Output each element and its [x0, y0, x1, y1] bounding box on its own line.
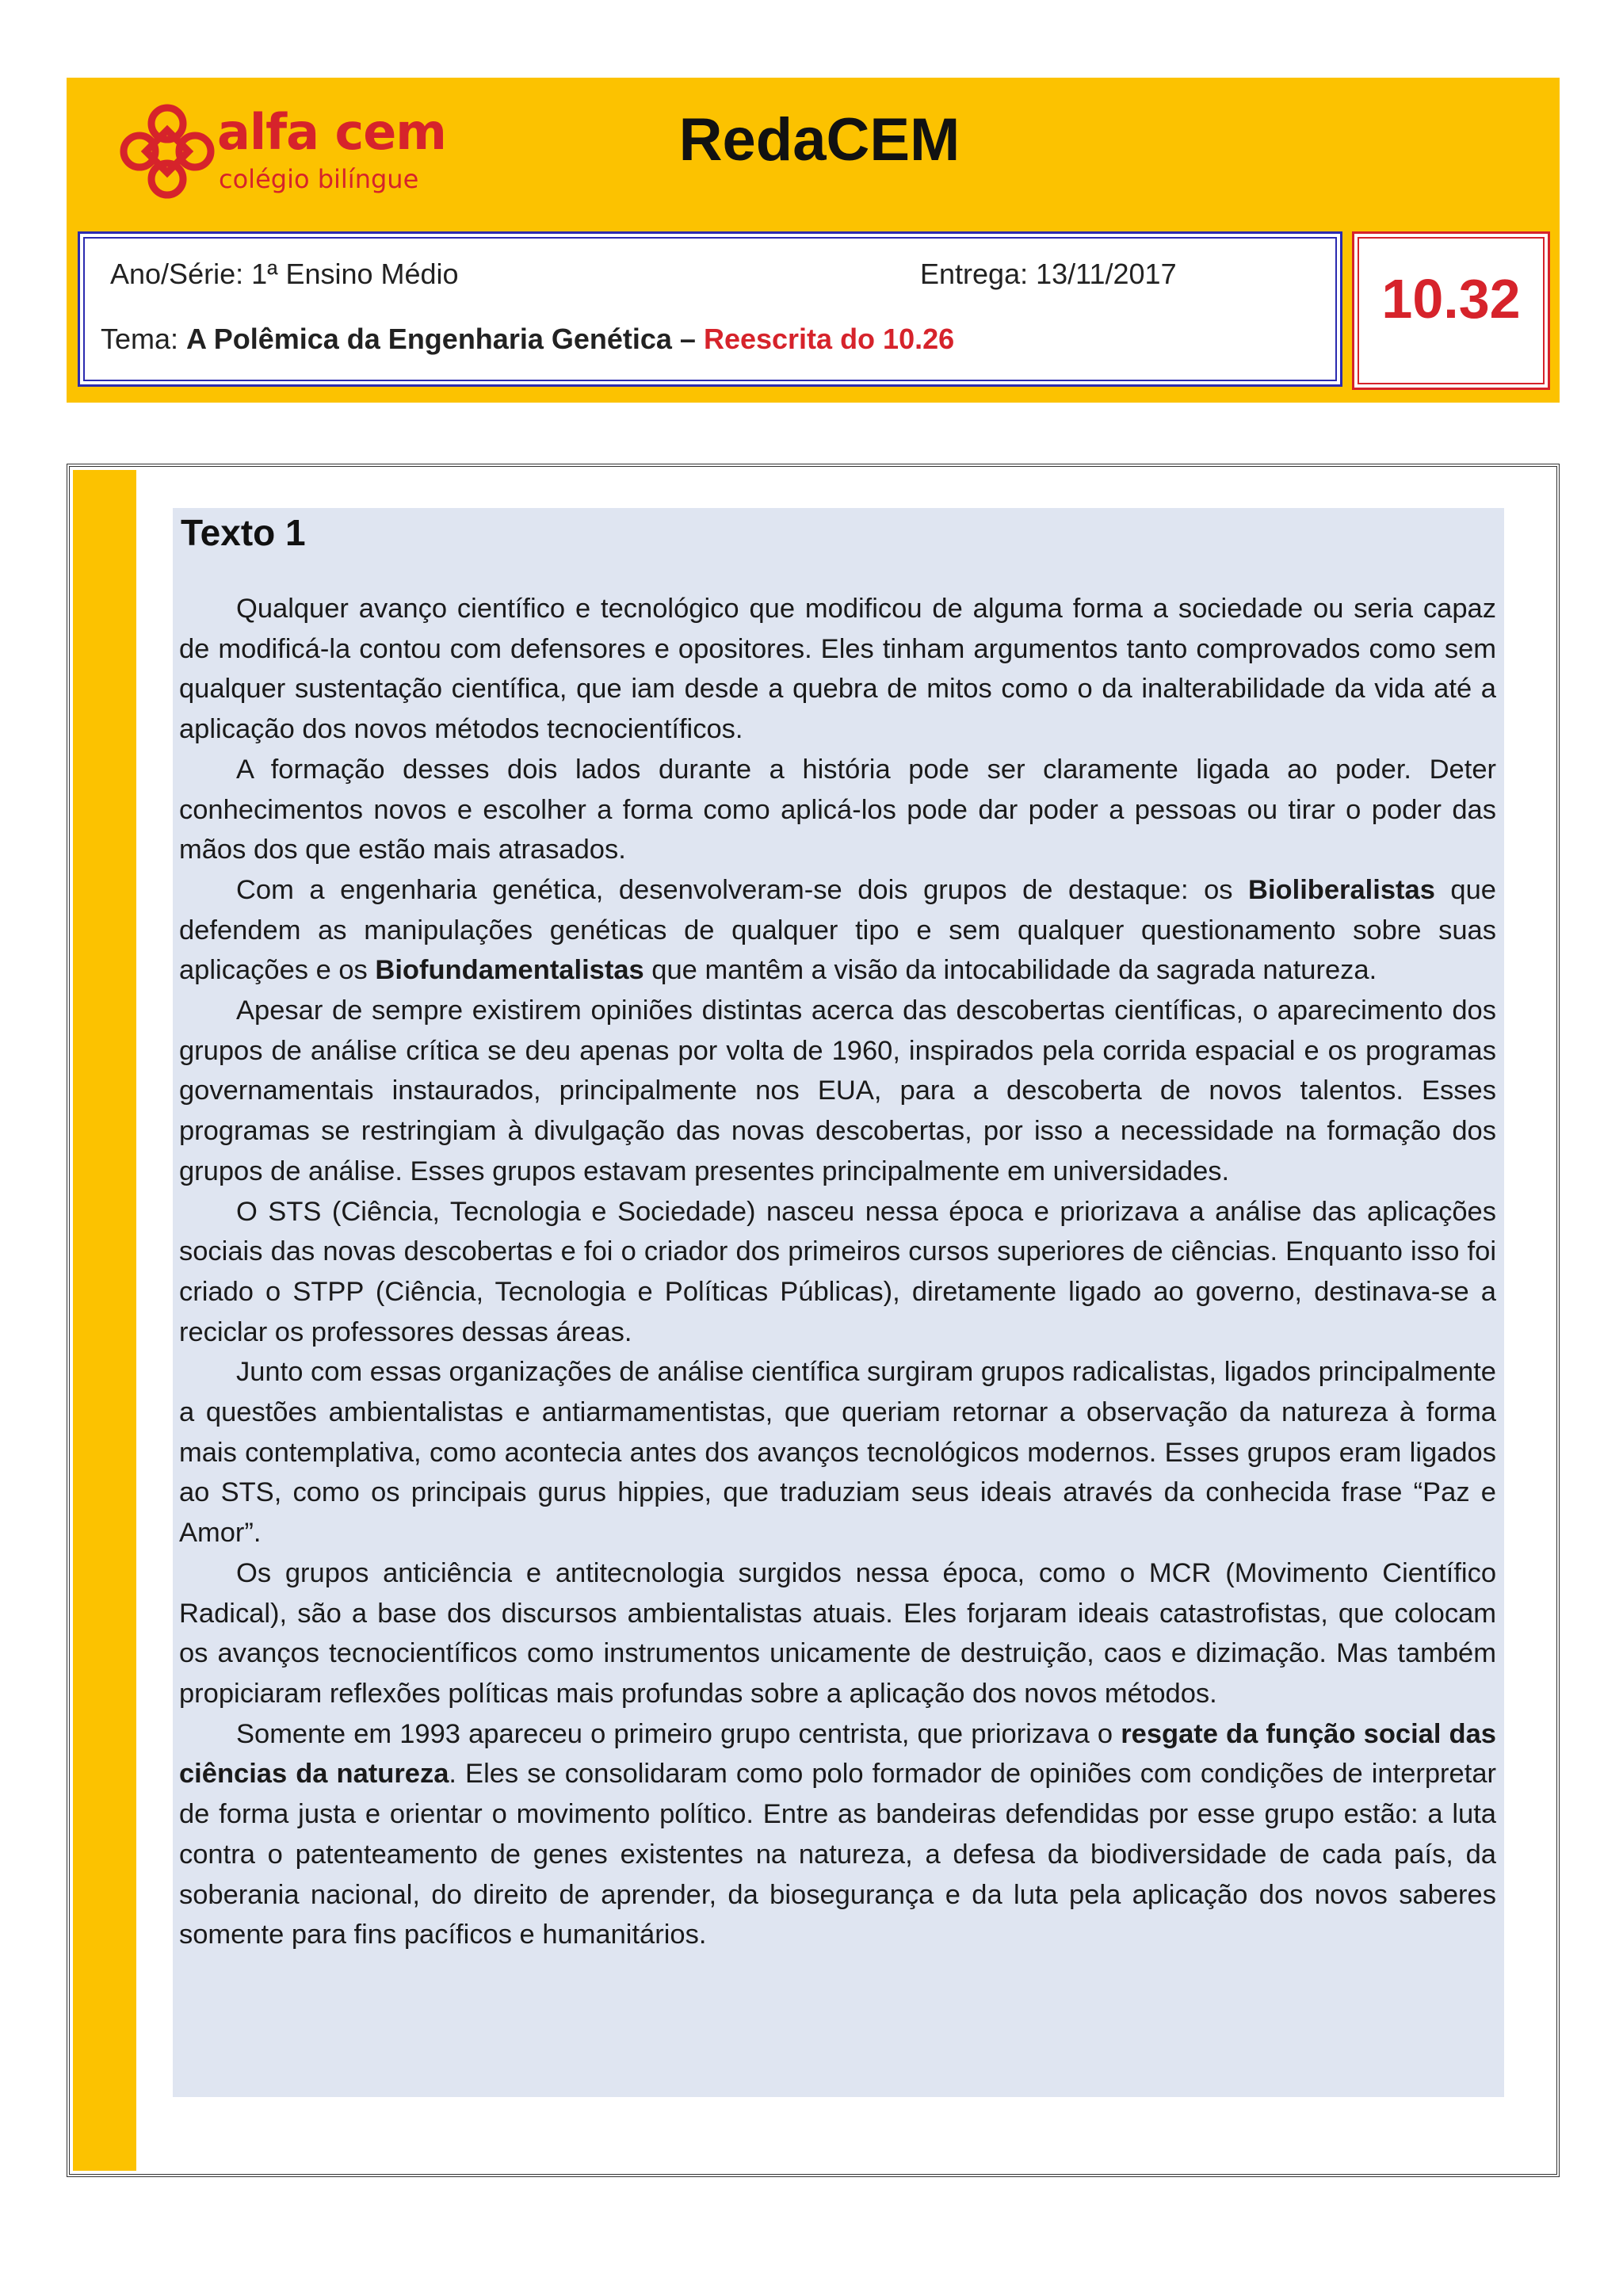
school-logo — [116, 100, 449, 203]
term-bioliberalistas: Bioliberalistas — [1248, 874, 1435, 905]
paragraph-3-part: Com a engenharia genética, desenvolveram-se dois grupos de destaque: os — [236, 874, 1249, 905]
logo-name: alfa cem — [217, 103, 446, 161]
header-banner — [67, 78, 1560, 403]
text-title: Texto 1 — [181, 512, 306, 553]
theme-prefix: Tema: — [101, 323, 187, 355]
paragraph-7: Os grupos anticiência e antitecnologia surgidos nessa época, como o MCR (Movimento Científico Radical), são a base dos discursos ambientalistas atuais. Eles forjaram ideais catastrofistas, que colocam os avanços tecnocientíficos como instrumentos unicamente de destruição, caos e dizimação. Mas também propiciaram reflexões políticas mais profundas sobre a aplicação dos novos métodos. — [179, 1557, 1496, 1709]
side-accent-bar — [73, 470, 136, 2171]
assignment-code-box — [1352, 231, 1550, 390]
assignment-info-box — [78, 231, 1342, 387]
paragraph-4: Apesar de sempre existirem opiniões distintas acerca das descobertas científicas, o aparecimento dos grupos de análise crítica se deu apenas por volta de 1960, inspirados pela corrida espacial e os programas governamentais instaurados, principalmente nos EUA, para a descoberta de novos talentos. Esses programas se restringiam à divulgação das novas descobertas, por isso a necessidade na formação dos grupos de análise. Esses grupos estavam presentes principalmente em universidades. — [179, 995, 1496, 1186]
term-resgate: resgate da função social das ciências da natureza — [179, 1718, 1496, 1790]
paragraph-3-part: que defendem as manipulações genéticas de qualquer tipo e sem qualquer questionamento sobre suas aplicações e os — [179, 874, 1496, 986]
theme-rewrite-note: Reescrita do 10.26 — [695, 323, 955, 355]
knot-logo-icon — [116, 100, 219, 203]
paragraph-1: Qualquer avanço científico e tecnológico que modificou de alguma forma a sociedade ou seria capaz de modificá-la contou com defensores e opositores. Eles tinham argumentos tanto comprovados como sem qualquer sustentação científica, que iam desde a quebra de mitos como o da inalterabilidade da vida até a aplicação dos novos métodos tecnocientíficos. — [179, 594, 1496, 745]
paragraph-3-part: que mantêm a visão da intocabilidade da sagrada natureza. — [643, 955, 1377, 986]
due-date-label: Entrega: 13/11/2017 — [920, 258, 1177, 290]
assignment-code: 10.32 — [1381, 268, 1521, 330]
paragraph-3 — [179, 870, 1496, 991]
paragraph-2: A formação desses dois lados durante a história pode ser claramente ligada ao poder. Deter conhecimentos novos e escolher a forma como aplicá-los pode dar poder a pessoas ou tirar o poder das mãos dos que estão mais atrasados. — [179, 754, 1496, 865]
paragraph-8 — [179, 1714, 1496, 1955]
paragraph-6: Junto com essas organizações de análise científica surgiram grupos radicalistas, ligados principalmente a questões ambientalistas e antiarmamentistas, que queriam retornar a observação da natureza à forma mais contemplativa, como acontecia antes dos avanços tecnológicos modernos. Esses grupos eram ligados ao STS, como os principais gurus hippies, que traduziam seus ideais através da conhecida frase “Paz e Amor”. — [179, 1357, 1496, 1549]
term-biofundamentalistas: Biofundamentalistas — [375, 955, 644, 986]
content-frame — [67, 464, 1560, 2177]
text-panel — [173, 508, 1504, 2097]
paragraph-8-part: . Eles se consolidaram como polo formador de opiniões com condições de interpretar de forma justa e orientar o movimento político. Entre as bandeiras defendidas por esse grupo estão: a luta contra o patenteamento de genes existentes na natureza, a defesa da biodiversidade de cada país, da soberania nacional, do direito de aprender, da biosegurança e da luta pela aplicação dos novos saberes somente para fins pacíficos e humanitários. — [179, 1759, 1496, 1950]
theme-line — [101, 323, 954, 356]
page-title: RedaCEM — [678, 106, 960, 174]
paragraph-5: O STS (Ciência, Tecnologia e Sociedade) nasceu nessa época e priorizava a análise das aplicações sociais das novas descobertas e foi o criador dos primeiros cursos superiores de ciências. Enquanto isso foi criado o STPP (Ciência, Tecnologia e Políticas Públicas), diretamente ligado ao governo, destinava-se a reciclar os professores dessas áreas. — [179, 1196, 1496, 1347]
theme-title: A Polêmica da Engenharia Genética – — [186, 323, 696, 355]
text-body — [179, 589, 1496, 1955]
paragraph-8-part: Somente em 1993 apareceu o primeiro grupo centrista, que priorizava o — [236, 1718, 1121, 1749]
logo-subtitle: colégio bilíngue — [219, 164, 419, 194]
serie-label: Ano/Série: 1ª Ensino Médio — [110, 258, 459, 290]
